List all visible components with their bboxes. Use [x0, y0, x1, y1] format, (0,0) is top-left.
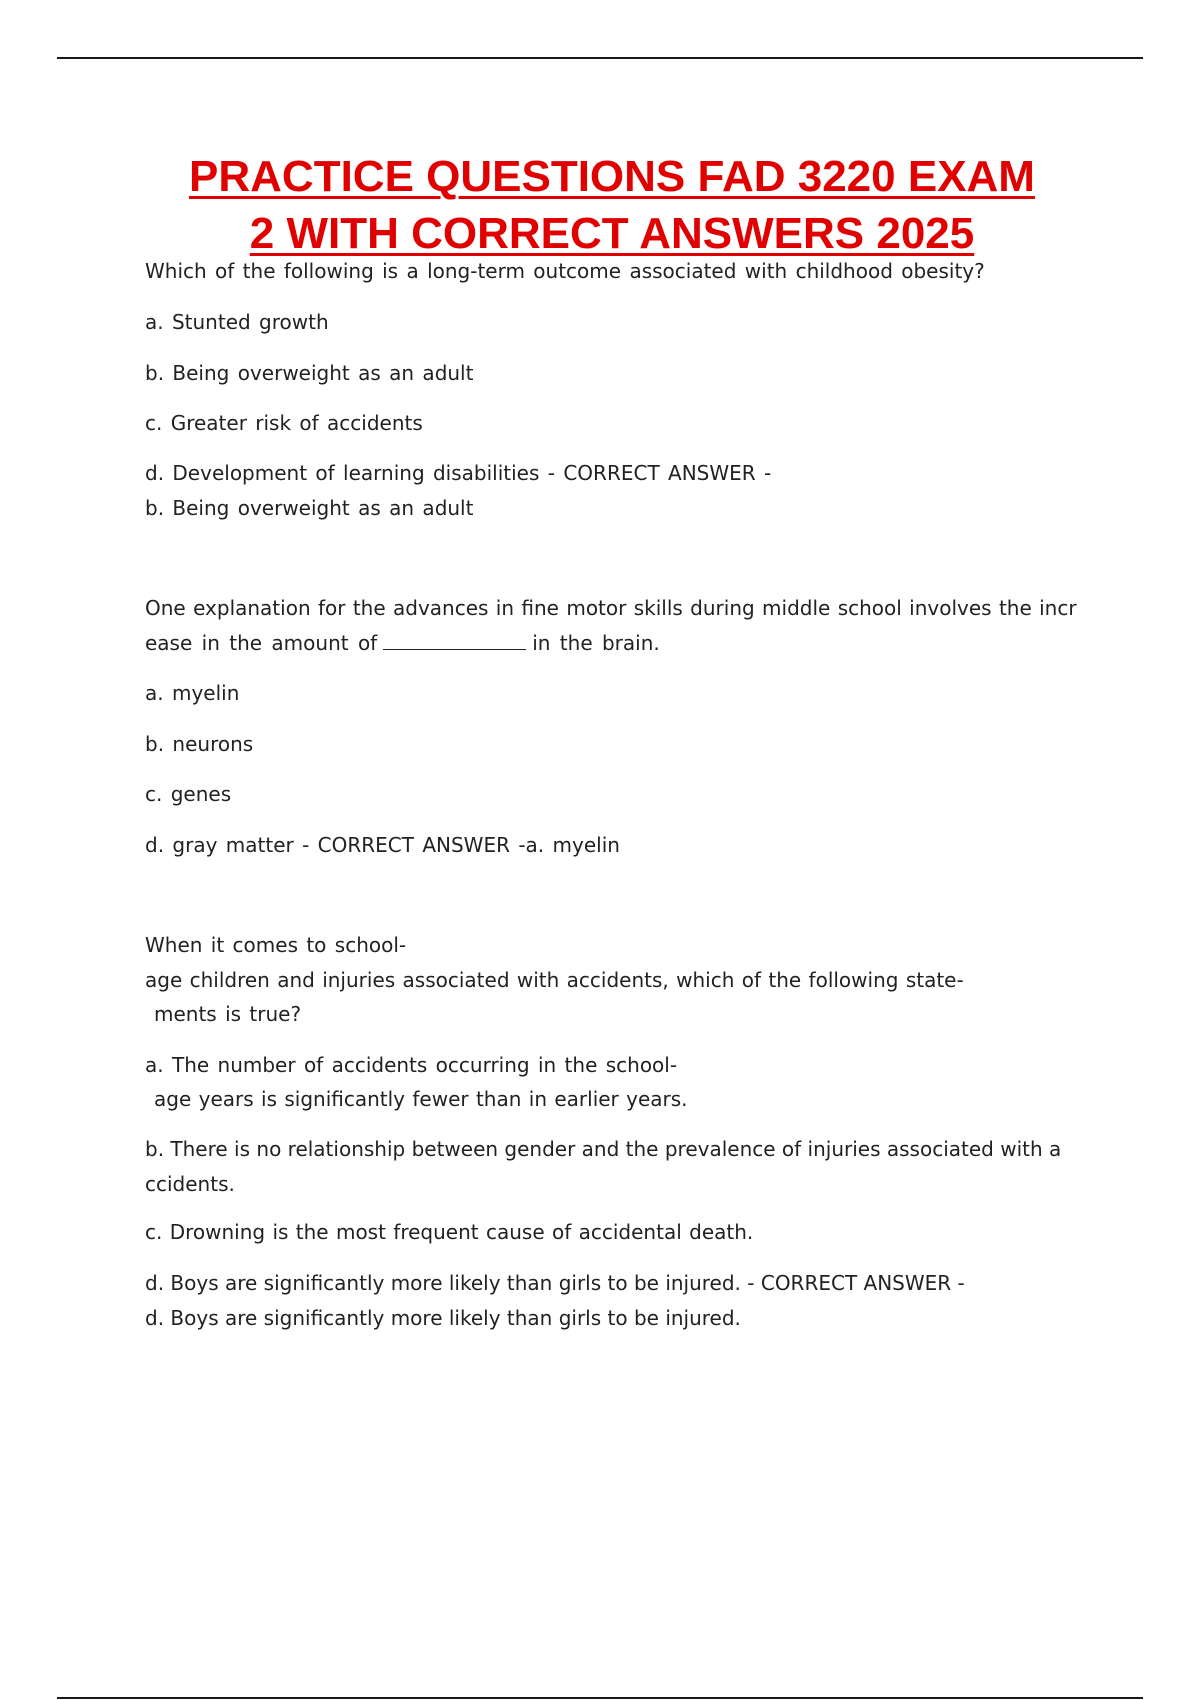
question-1-option-b: b. Being overweight as an adult — [145, 361, 474, 385]
question-2-option-b: b. neurons — [145, 732, 254, 756]
question-2-stem-line-1: One explanation for the advances in fine motor skills during middle school involves the incr — [145, 596, 1077, 620]
question-1-stem: Which of the following is a long-term outcome associated with childhood obesity? — [145, 259, 985, 283]
question-3-stem-line-2: age children and injuries associated with accidents, which of the following state- — [145, 968, 964, 992]
question-3-option-c: c. Drowning is the most frequent cause of accidental death. — [145, 1220, 754, 1244]
title-line-1: PRACTICE QUESTIONS FAD 3220 EXAM — [189, 152, 1035, 201]
title-line-2: 2 WITH CORRECT ANSWERS 2025 — [249, 209, 975, 258]
question-3-option-a-line-2: age years is significantly fewer than in earlier years. — [154, 1087, 688, 1111]
question-3-option-b-line-1: b. There is no relationship between gender and the prevalence of injuries associated with a — [145, 1137, 1062, 1161]
question-1-answer: b. Being overweight as an adult — [145, 496, 474, 520]
question-3-stem-line-3: ments is true? — [154, 1002, 302, 1026]
question-3-option-b-line-2: ccidents. — [145, 1172, 235, 1196]
header-rule — [57, 57, 1143, 59]
document-title — [140, 148, 1084, 262]
question-2-stem-after-blank: in the brain. — [532, 631, 660, 655]
question-2-stem-line-2 — [145, 630, 660, 656]
question-1-option-c: c. Greater risk of accidents — [145, 411, 423, 435]
question-3-option-a-line-1: a. The number of accidents occurring in the school- — [145, 1053, 678, 1077]
question-3-stem-line-1: When it comes to school- — [145, 933, 407, 957]
question-3-option-d: d. Boys are significantly more likely than girls to be injured. - CORRECT ANSWER - — [145, 1271, 965, 1295]
question-3-answer: d. Boys are significantly more likely than girls to be injured. — [145, 1306, 741, 1330]
question-1-option-d: d. Development of learning disabilities - CORRECT ANSWER - — [145, 461, 772, 485]
fill-in-blank — [383, 631, 526, 650]
question-2-option-d: d. gray matter - CORRECT ANSWER -a. myelin — [145, 833, 620, 857]
footer-rule — [57, 1697, 1143, 1699]
question-2-stem-before-blank: ease in the amount of — [145, 631, 378, 655]
question-2-option-a: a. myelin — [145, 681, 240, 705]
question-2-option-c: c. genes — [145, 782, 232, 806]
question-1-option-a: a. Stunted growth — [145, 310, 329, 334]
